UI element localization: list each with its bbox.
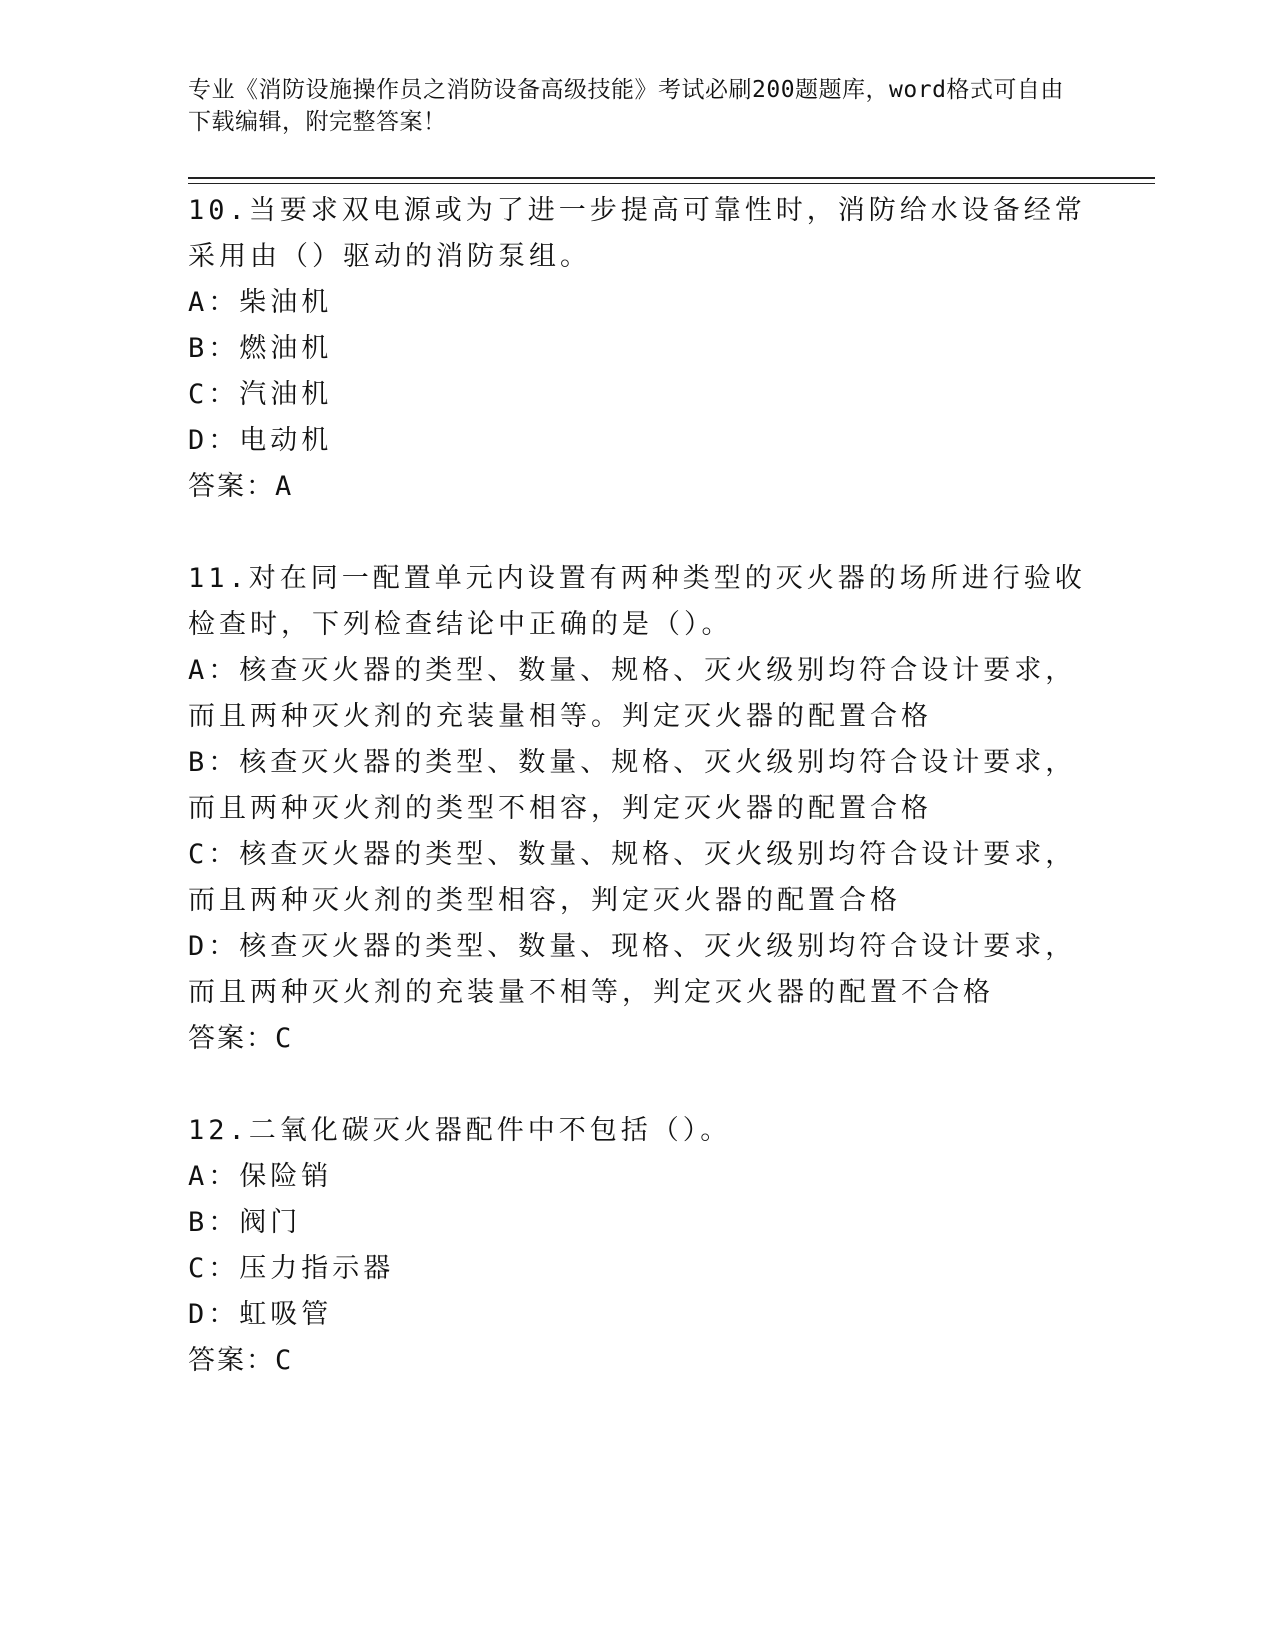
option-d: D：电动机	[188, 425, 333, 456]
option-c: C：压力指示器	[188, 1253, 395, 1284]
answer-line	[188, 1016, 1088, 1062]
answer-value: C	[275, 1345, 294, 1376]
header-divider-thin	[188, 183, 1155, 184]
question-stem: 11.对在同一配置单元内设置有两种类型的灭火器的场所进行验收检查时，下列检查结论中正确的是（）。	[188, 563, 1086, 640]
option-b: B：燃油机	[188, 333, 333, 364]
question-11	[188, 556, 1088, 1062]
option-d: D：虹吸管	[188, 1299, 333, 1330]
option-b: B：阀门	[188, 1207, 302, 1238]
answer-line	[188, 1338, 1088, 1384]
option-c: C：核查灭火器的类型、数量、规格、灭火级别均符合设计要求，而且两种灭火剂的类型相容，判定灭火器的配置合格	[188, 839, 1077, 916]
answer-label: 答案：	[188, 471, 275, 502]
option-a: A：保险销	[188, 1161, 333, 1192]
question-12	[188, 1108, 1088, 1384]
answer-value: A	[275, 471, 294, 502]
option-d: D：核查灭火器的类型、数量、现格、灭火级别均符合设计要求，而且两种灭火剂的充装量不相等，判定灭火器的配置不合格	[188, 931, 1077, 1008]
question-10	[188, 188, 1088, 510]
question-stem: 12.二氧化碳灭火器配件中不包括（）。	[188, 1115, 732, 1146]
header-divider-thick	[188, 177, 1155, 179]
answer-label: 答案：	[188, 1023, 275, 1054]
option-b: B：核查灭火器的类型、数量、规格、灭火级别均符合设计要求，而且两种灭火剂的类型不相容，判定灭火器的配置合格	[188, 747, 1077, 824]
answer-line	[188, 464, 1088, 510]
option-a: A：柴油机	[188, 287, 333, 318]
answer-value: C	[275, 1023, 294, 1054]
question-stem: 10.当要求双电源或为了进一步提高可靠性时，消防给水设备经常采用由（）驱动的消防泵组。	[188, 195, 1086, 272]
answer-label: 答案：	[188, 1345, 275, 1376]
option-c: C：汽油机	[188, 379, 333, 410]
option-a: A：核查灭火器的类型、数量、规格、灭火级别均符合设计要求，而且两种灭火剂的充装量相等。判定灭火器的配置合格	[188, 655, 1077, 732]
document-header: 专业《消防设施操作员之消防设备高级技能》考试必刷200题题库，word格式可自由下载编辑，附完整答案！	[188, 77, 1064, 135]
question-list	[188, 188, 1088, 1430]
